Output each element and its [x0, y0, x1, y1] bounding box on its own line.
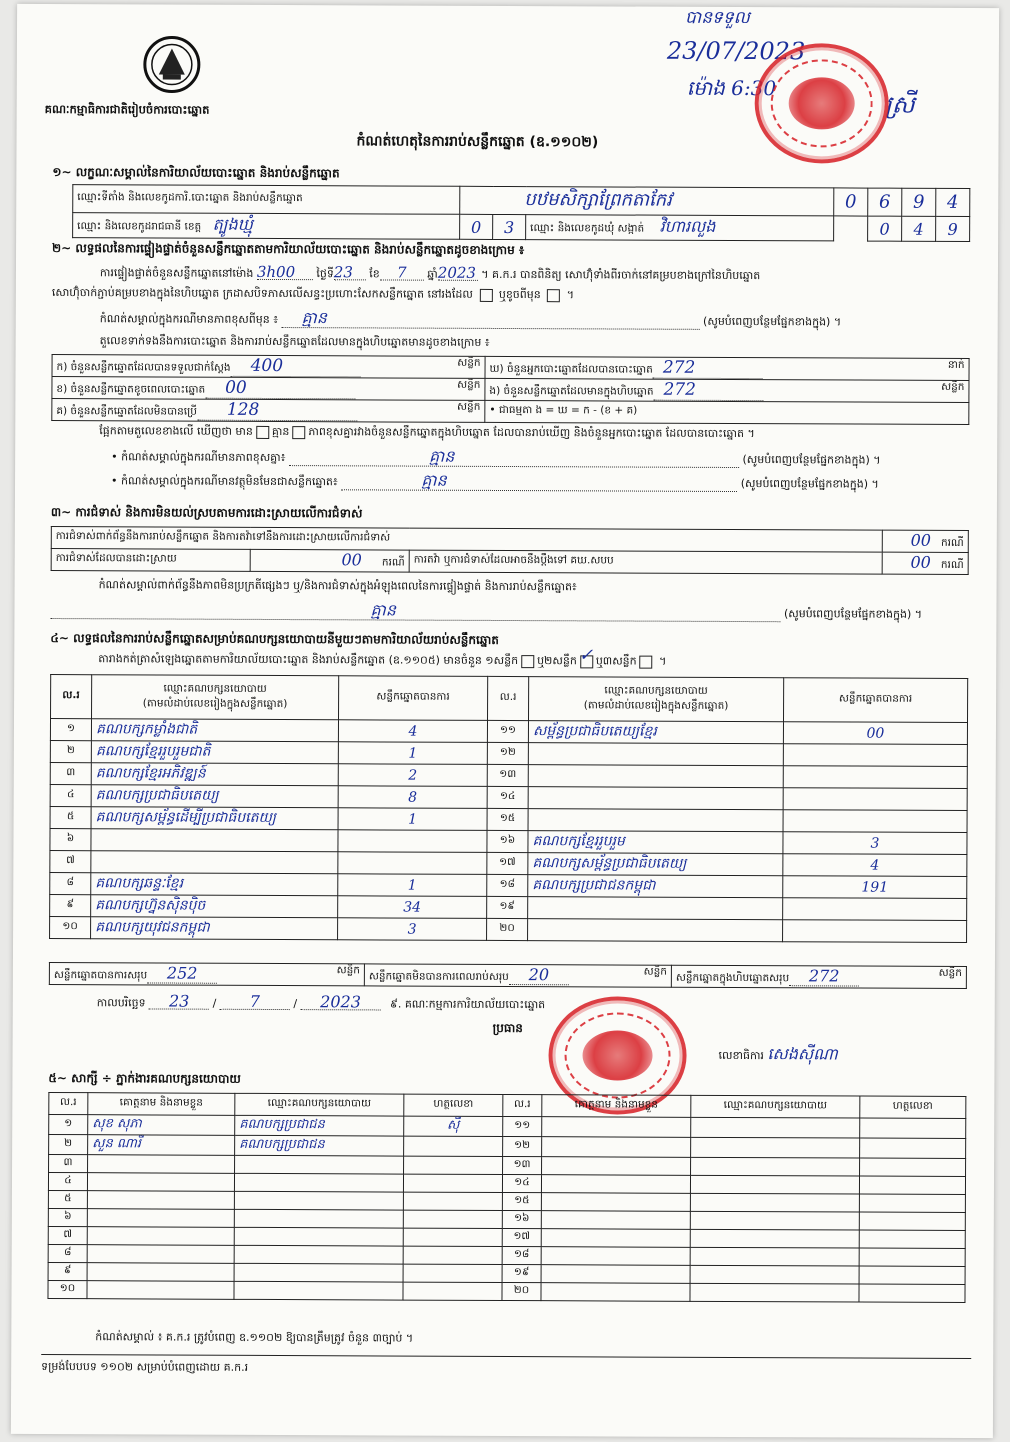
- year-label: ឆ្នាំ: [427, 267, 438, 281]
- objection-r2b-label: ការតវ៉ា ឬការជំទាស់ដែលអាចនឹងប្តឹងទៅ គឃ.សបប: [409, 550, 882, 574]
- total-box-unit: សន្លឹក: [938, 966, 962, 979]
- total-invalid-label: សន្លឹកឆ្នោតមិនបានការពេលរាប់សរុប: [368, 970, 509, 984]
- sec2-note-suffix: (សូមបំពេញបន្ថែមផ្នែកខាងក្នុង) ។: [703, 314, 842, 329]
- check-none-label: គ្មាន: [271, 424, 290, 439]
- table-cell: ១៦: [514, 1212, 530, 1225]
- table-cell: ១២: [514, 1139, 531, 1152]
- note3-suffix: (សូមបំពេញបន្ថែមផ្នែកខាងក្នុង) ។: [740, 477, 879, 491]
- count-e-value: 272: [653, 380, 763, 401]
- table-cell: 1: [407, 877, 417, 894]
- table-cell: ៥: [64, 1192, 72, 1205]
- col-party: [92, 675, 339, 720]
- table-cell: ២: [64, 1137, 73, 1150]
- sec1-row2b-value: វិហារលួង: [659, 216, 716, 236]
- sec2-line1-text: ការផ្ទៀងផ្ទាត់ចំនួនសន្លឹកឆ្នោតនៅម៉ោង: [99, 266, 254, 280]
- table-row: [50, 895, 967, 921]
- col-party-title: ឈ្មោះគណបក្សនយោបាយ: [163, 682, 267, 695]
- total-box-value: 272: [789, 966, 859, 986]
- count-b-unit: សន្លឹក: [457, 378, 481, 391]
- table-cell: ១៥: [514, 1194, 530, 1207]
- sec4-heading: ៤~ លទ្ធផលនៃការរាប់សន្លឹកឆ្នោតសម្រាប់គណបក្សនយោបាយនីមួយៗតាមការិយាល័យរាប់សន្លឹកឆ្នោត: [50, 631, 499, 647]
- sec3-heading: ៣~ ការជំទាស់ និងការមិនយល់ស្របតាមការដោះស្រាយលើការជំទាស់: [50, 505, 363, 521]
- sec2-line2-text: សោហ៊ុំចាក់ភ្ជាប់គម្របខាងក្នុងនៃហិបឆ្នោត ក្រដាសបិទភាសលើសន្ធះប្រហោះសែកសន្លឹកឆ្នោត នៅរងដែល: [51, 286, 473, 301]
- table-cell: សួន ណារី: [92, 1136, 142, 1152]
- table-cell: ៩: [63, 1264, 72, 1277]
- table-row: [50, 785, 967, 811]
- objection-r2-unit: ករណី: [381, 556, 405, 569]
- form-title: កំណត់ហេតុនៃការរាប់សន្លឹកឆ្នោត (ឧ.១១០២): [356, 133, 599, 151]
- sec2-note2: [111, 448, 969, 469]
- table-cell: គណបក្សខ្មែរអភិវឌ្ឍន៍: [95, 765, 206, 782]
- total-valid-value: 252: [147, 963, 217, 983]
- total-invalid-value: 20: [509, 965, 569, 985]
- totals-row: [49, 962, 967, 989]
- code-digit: 9: [912, 191, 925, 213]
- sec3-note-suffix: (សូមបំពេញបន្ថែមផ្នែកខាងក្នុង) ។: [783, 607, 923, 621]
- table-cell: ៥: [66, 810, 75, 823]
- objection-r1-unit: ករណី: [940, 536, 964, 550]
- note2-value: គ្មាន: [428, 446, 455, 466]
- sec2-line2: សោហ៊ុំចាក់ភ្ជាប់គម្របខាងក្នុងនៃហិបឆ្នោត ក្រដាសបិទភាសលើសន្ធះប្រហោះសែកសន្លឹកឆ្នោត នៅរងដែល ឬខូចពីមុន ។: [51, 286, 575, 302]
- col-party: [529, 677, 784, 722]
- receipt-date: 23/07/2023: [666, 36, 806, 66]
- table-cell: ៨: [66, 876, 75, 889]
- sec1-row2b-label: ឈ្មោះ និងលេខកូដឃុំ សង្កាត់: [530, 222, 645, 235]
- table-cell: 3: [407, 921, 417, 938]
- col-no: ល.រ: [488, 676, 529, 720]
- sec1-row2-label: ឈ្មោះ និងលេខកូដរាជធានី ខេត្ត: [77, 220, 202, 233]
- col-name: គោត្តនាម និងនាមខ្លួន: [88, 1093, 235, 1116]
- table-cell: ១៨: [513, 1248, 530, 1261]
- table-cell: គណបក្សហ្វ៊ុនស៊ិនប៉ិច: [95, 897, 206, 914]
- committee-label: ៩. គណៈកម្មការការិយាល័យបោះឆ្នោត: [390, 997, 546, 1012]
- count-c-value: 128: [197, 400, 357, 422]
- secretary-sign: [718, 1044, 838, 1064]
- table-cell: ៧: [63, 1228, 73, 1241]
- date-year: 2023: [301, 995, 381, 1010]
- col-sign: ហត្ថលេខា: [404, 1094, 503, 1116]
- table-cell: ៦: [66, 832, 75, 845]
- sec2-line2-or: ឬខូចពីមុន: [498, 287, 541, 302]
- table-cell: ១៩: [499, 899, 515, 913]
- check-text: ផ្អែកតាមតួលេខខាងលើ ឃើញថា មាន: [99, 424, 253, 438]
- table-cell: 1: [408, 745, 418, 762]
- table-cell: ៣: [66, 766, 76, 779]
- footnote: កំណត់សម្គាល់ ៖ គ.ក.រ ត្រូវបំពេញ ឧ.១១០២ ឱ្យបានត្រឹមត្រូវ ចំនួន ៣ច្បាប់ ។: [95, 1330, 414, 1345]
- official-seal-top: [754, 43, 889, 164]
- witness-table: [47, 1092, 966, 1303]
- count-b-label: ខ) ចំនួនសន្លឹកឆ្នោតខូចពេលបោះឆ្នោត: [56, 383, 206, 396]
- sec2-note3: [111, 472, 969, 493]
- table-cell: ២០: [513, 1284, 530, 1297]
- table-row: [50, 719, 967, 745]
- date-day: 23: [149, 994, 209, 1009]
- receipt-signature: ស្រី: [884, 90, 915, 119]
- table-cell: សម្ព័ន្ធប្រជាធិបតេយ្យខ្មែរ: [532, 723, 657, 740]
- objection-r1-value: 00: [910, 530, 932, 550]
- col-party: ឈ្មោះគណបក្សនយោបាយ: [691, 1095, 860, 1118]
- table-cell: គណបក្សខ្មែររួបរួម: [532, 833, 625, 850]
- table-cell: 2: [408, 767, 418, 784]
- note2-label: • កំណត់សម្គាល់ក្នុងករណីមានភាពខុសគ្នា៖: [111, 450, 286, 465]
- table-cell: ១២: [499, 745, 516, 759]
- count-e-label: ង) ចំនួនសន្លឹកឆ្នោតដែលមានក្នុងហិបឆ្នោត: [489, 384, 654, 398]
- sec2-note: [100, 310, 970, 331]
- code-digit: 0: [471, 217, 482, 237]
- count-a-label: ក) ចំនួនសន្លឹកឆ្នោតដែលបានទទួលជាក់ស្តែង: [56, 361, 231, 374]
- table-cell: ១: [66, 722, 75, 735]
- has-difference-checkbox[interactable]: [256, 425, 269, 438]
- count-e-unit: សន្លឹក: [941, 380, 965, 394]
- party-results-table: [49, 674, 968, 943]
- table-cell: 8: [408, 789, 418, 806]
- total-valid-unit: សន្លឹក: [336, 964, 360, 977]
- org-name: គណៈកម្មាធិការជាតិរៀបចំការបោះឆ្នោត: [44, 101, 210, 117]
- table-cell: ១១: [514, 1119, 531, 1132]
- sec2-heading: ២~ លទ្ធផលនៃការផ្ទៀងផ្ទាត់ចំនួនសន្លឹកឆ្នោតតាមការិយាល័យបោះឆ្នោត និងរាប់សន្លឹកឆ្នោតដូចខាងក្រោម ៖: [52, 241, 525, 258]
- table-row: [50, 807, 967, 833]
- table-row: [50, 763, 967, 789]
- note3-value: គ្មាន: [421, 470, 447, 490]
- table-cell: ១០: [59, 1282, 76, 1295]
- table-cell: គណបក្សយុវជនកម្ពុជា: [95, 919, 210, 936]
- table-cell: 34: [403, 899, 422, 916]
- table-cell: ១៤: [514, 1176, 530, 1189]
- table-cell: 191: [861, 879, 889, 896]
- table-cell: ២០: [499, 921, 515, 935]
- table-cell: 1: [408, 811, 418, 828]
- count-d-label: ឃ) ចំនួនអ្នកបោះឆ្នោតដែលបានបោះឆ្នោត: [489, 362, 653, 376]
- table-cell: 4: [408, 723, 418, 740]
- table-cell: ១៨: [499, 877, 516, 891]
- sec3-note-line: [50, 602, 968, 623]
- code-digit: 9: [947, 219, 958, 239]
- three-sheet-checkbox[interactable]: [640, 655, 653, 668]
- three-sheet-label: ឬ៣សន្លឹក: [595, 654, 637, 668]
- table-cell: ២: [66, 744, 75, 757]
- table-cell: គណបក្សប្រជាធិបតេយ្យ: [95, 787, 219, 804]
- table-cell: គណបក្សឆន្ទៈខ្មែរ: [95, 875, 184, 892]
- table-cell: ៩: [66, 898, 74, 911]
- intact-checkbox[interactable]: [479, 288, 492, 301]
- sec2-note-value: គ្មាន: [301, 308, 328, 328]
- table-cell: គណបក្សប្រជាជន: [239, 1136, 325, 1153]
- sec3-note-label: កំណត់សម្គាល់ពាក់ព័ន្ធនឹងភាពមិនប្រក្រតីផ្សេងៗ ឬ/និងការជំទាស់ក្នុងអំឡុងពេលនៃការផ្ទៀងផ្ទាត់ និងការរាប់សន្លឹកឆ្នោត៖: [98, 578, 577, 594]
- col-name: គោត្តនាម និងនាមខ្លួន: [542, 1095, 691, 1118]
- vote-count-table: [51, 354, 969, 425]
- sec1-row1-value: បឋមសិក្សាព្រែកតាកែវ: [524, 189, 672, 211]
- table-cell: ១០: [62, 920, 78, 933]
- col-party-sub: (តាមលំដាប់លេខរៀងក្នុងសន្លឹកឆ្នោត): [583, 698, 729, 712]
- sec2-line1-tail: ។ គ.ក.រ បានពិនិត្យ សោហ៊ុំទាំងពីរចាក់នៅគម្របខាងក្រៅនៃហិបឆ្នោត: [481, 267, 761, 283]
- table-cell: 3: [870, 835, 880, 852]
- col-sign: ហត្ថលេខា: [860, 1096, 966, 1118]
- table-cell: ស៊ី: [446, 1117, 460, 1133]
- sec1-row2-value: ត្បូងឃ្មុំ: [212, 214, 253, 234]
- code-digit: 3: [504, 217, 515, 237]
- day-label: ថ្ងៃទី: [316, 267, 334, 281]
- count-b-value: 00: [205, 378, 355, 400]
- objection-r2b-value: 00: [910, 552, 931, 572]
- col-no: ល.រ: [49, 1093, 88, 1115]
- col-party: ឈ្មោះគណបក្សនយោបាយ: [235, 1093, 404, 1116]
- table-cell: ១៦: [499, 833, 516, 847]
- code-digit: 4: [913, 219, 924, 239]
- count-a-unit: សន្លឹក: [457, 356, 481, 369]
- sec2-day: 23: [334, 265, 366, 280]
- objection-r2b-unit: ករណី: [940, 558, 964, 571]
- col-party-sub: (តាមលំដាប់លេខរៀងក្នុងសន្លឹកឆ្នោត): [142, 696, 288, 710]
- sign-date: កាលបរិច្ឆេទ 23 / 7 / 2023 ៩. គណៈកម្មការការិយាល័យបោះឆ្នោត: [96, 991, 546, 1012]
- col-no: ល.រ: [51, 675, 92, 719]
- no-difference-checkbox[interactable]: [292, 426, 305, 439]
- sec1-row1-label: ឈ្មោះទីតាំង និងលេខកូដការិ.បោះឆ្នោត និងរាប់សន្លឹកឆ្នោត: [73, 185, 460, 215]
- two-sheet-label: ឬ២សន្លឹក: [537, 654, 577, 668]
- table-cell: គណបក្សខ្មែររួបរួមជាតិ: [95, 743, 211, 760]
- table-row: [50, 917, 967, 943]
- count-a-value: 400: [231, 356, 361, 378]
- table-cell: ៤: [64, 1174, 72, 1187]
- col-votes: សន្លឹកឆ្នោតបានការ: [783, 678, 967, 723]
- table-cell: ១៣: [499, 767, 517, 781]
- table-cell: គណបក្សសម្ព័ន្ធប្រជាធិបតេយ្យ: [532, 855, 687, 872]
- code-digit: 0: [844, 191, 857, 213]
- count-d-value: 272: [653, 358, 763, 379]
- table-cell: ១៥: [499, 811, 516, 825]
- table-cell: ១៤: [499, 789, 516, 803]
- code-digit: 4: [946, 191, 959, 213]
- damaged-checkbox[interactable]: [547, 289, 560, 302]
- receipt-label: បានទទួល: [685, 7, 750, 29]
- sec4-intro-text: តារាងកត់ត្រាសំឡេងឆ្នោតតាមការិយាល័យបោះឆ្នោត និងរាប់សន្លឹកឆ្នោត (ឧ.១១០៥) មានចំនួន ១សន្លឹក: [98, 652, 519, 668]
- table-row: [48, 1281, 965, 1303]
- sec2-line1: [100, 264, 760, 283]
- table-cell: ១៧: [499, 855, 516, 869]
- secretary-label: លេខាធិការ: [718, 1048, 764, 1063]
- sec4-intro: តារាងកត់ត្រាសំឡេងឆ្នោតតាមការិយាល័យបោះឆ្នោត និងរាប់សន្លឹកឆ្នោត (ឧ.១១០៥) មានចំនួន ១សន្លឹក ឬ២សន្លឹក ✓ ឬ៣សន្លឹក ។: [98, 644, 667, 668]
- sec2-time: 3h00: [257, 265, 313, 280]
- objection-table: [51, 526, 969, 575]
- one-sheet-checkbox[interactable]: [521, 655, 534, 668]
- table-cell: សុខ សុភា: [92, 1116, 142, 1132]
- table-cell: ១: [64, 1117, 73, 1130]
- sec2-year: 2023: [437, 263, 477, 282]
- count-c-unit: សន្លឹក: [457, 400, 481, 413]
- table-cell: ៣: [63, 1156, 73, 1169]
- table-cell: ១៣: [513, 1158, 531, 1171]
- table-cell: គណបក្សប្រជាជន: [239, 1116, 325, 1133]
- col-party-title: ឈ្មោះគណបក្សនយោបាយ: [604, 683, 708, 697]
- code-digit: 6: [878, 191, 891, 213]
- table-cell: 00: [866, 725, 885, 742]
- sec2-note-label: កំណត់សម្គាល់ក្នុងករណីមានភាពខុសពីមុន ៖: [99, 312, 279, 327]
- form-sheet: [11, 4, 999, 1438]
- total-box-label: សន្លឹកឆ្នោតក្នុងហិបឆ្នោតសរុប: [675, 971, 790, 985]
- code-digit: 0: [879, 219, 890, 239]
- table-cell: ១៩: [513, 1266, 530, 1279]
- checkmark-icon: ✓: [578, 644, 594, 665]
- objection-r2-value: 00: [341, 550, 362, 570]
- col-votes: សន្លឹកឆ្នោតបានការ: [339, 676, 488, 721]
- col-no: ល.រ: [503, 1094, 542, 1116]
- date-label: កាលបរិច្ឆេទ: [96, 996, 146, 1010]
- table-cell: ៧: [66, 854, 75, 867]
- sec3-note-value: គ្មាន: [370, 600, 396, 620]
- table-cell: គណបក្សសម្ព័ន្ធដើម្បីប្រជាធិបតេយ្យ: [95, 809, 277, 827]
- sec2-intro: តួលេខទាក់ទងនឹងការបោះឆ្នោត និងការរាប់សន្លឹកឆ្នោតដែលមានក្នុងហិបឆ្នោតមានដូចខាងក្រោម ៖: [99, 334, 490, 349]
- total-valid-label: សន្លឹកឆ្នោតបានការសរុប: [53, 969, 148, 982]
- date-month: 7: [220, 995, 290, 1010]
- table-cell: ៦: [64, 1210, 72, 1223]
- formula: • ជាធម្មតា ង = ឃ = ក - (ខ + គ): [485, 400, 969, 424]
- objection-r1-label: ការជំទាស់ពាក់ព័ន្ធនឹងការរាប់សន្លឹកឆ្នោត និងការតវ៉ាទៅនឹងការដោះស្រាយលើការជំទាស់: [51, 527, 882, 553]
- form-note: ទម្រង់បែបបទ ១១០២ សម្រាប់បំពេញដោយ គ.ក.រ: [41, 1359, 249, 1374]
- count-d-unit: នាក់: [947, 358, 965, 372]
- table-cell: គណបក្សកម្លាំងជាតិ: [95, 721, 198, 738]
- note2-suffix: (សូមបំពេញបន្ថែមផ្នែកខាងក្នុង) ។: [742, 453, 881, 467]
- footer-divider: [41, 1354, 971, 1359]
- total-invalid-unit: សន្លឹក: [643, 965, 667, 978]
- sec1-table: [72, 184, 970, 242]
- sec2-month: 7: [380, 265, 424, 280]
- table-cell: ១១: [499, 723, 516, 737]
- receipt-time: ម៉ោង 6:30: [686, 75, 777, 101]
- sec1-heading: ១~ លក្ខណៈសម្គាល់នៃការិយាល័យបោះឆ្នោត និងរាប់សន្លឹកឆ្នោត: [52, 165, 340, 181]
- check-text-2: ភាពខុសគ្នារវាងចំនួនសន្លឹកឆ្នោតក្នុងហិបឆ្នោត ដែលបានរាប់ឃើញ និងចំនួនអ្នកបោះឆ្នោត ដែលបានបោះឆ្នោត ។: [308, 425, 755, 441]
- table-cell: ១៧: [513, 1230, 531, 1243]
- sec2-check: [99, 424, 755, 441]
- table-row: [50, 741, 967, 767]
- table-cell: ៤: [66, 788, 75, 801]
- nec-logo-icon: [137, 34, 207, 94]
- table-cell: 4: [870, 857, 880, 874]
- two-sheet-checkbox[interactable]: [578, 644, 594, 668]
- note3-label: • កំណត់សម្គាល់ក្នុងករណីមានវត្ថុមិនមែនជាសន្លឹកឆ្នោត៖: [111, 474, 338, 489]
- count-c-label: គ) ចំនួនសន្លឹកឆ្នោតដែលមិនបានប្រើ: [56, 405, 197, 418]
- month-label: ខែ: [369, 267, 380, 281]
- sec5-heading: ៥~ សាក្សី ÷ ភ្នាក់ងារគណបក្សនយោបាយ: [48, 1071, 241, 1086]
- secretary-name: សេងស៊ីណា: [767, 1044, 838, 1064]
- chair-label: ប្រធាន: [492, 1020, 523, 1036]
- objection-r2-label: ការជំទាស់ដែលបានដោះស្រាយ: [51, 549, 250, 572]
- table-cell: គណបក្សប្រជាជនកម្ពុជា: [532, 877, 656, 894]
- table-cell: ៨: [63, 1246, 72, 1259]
